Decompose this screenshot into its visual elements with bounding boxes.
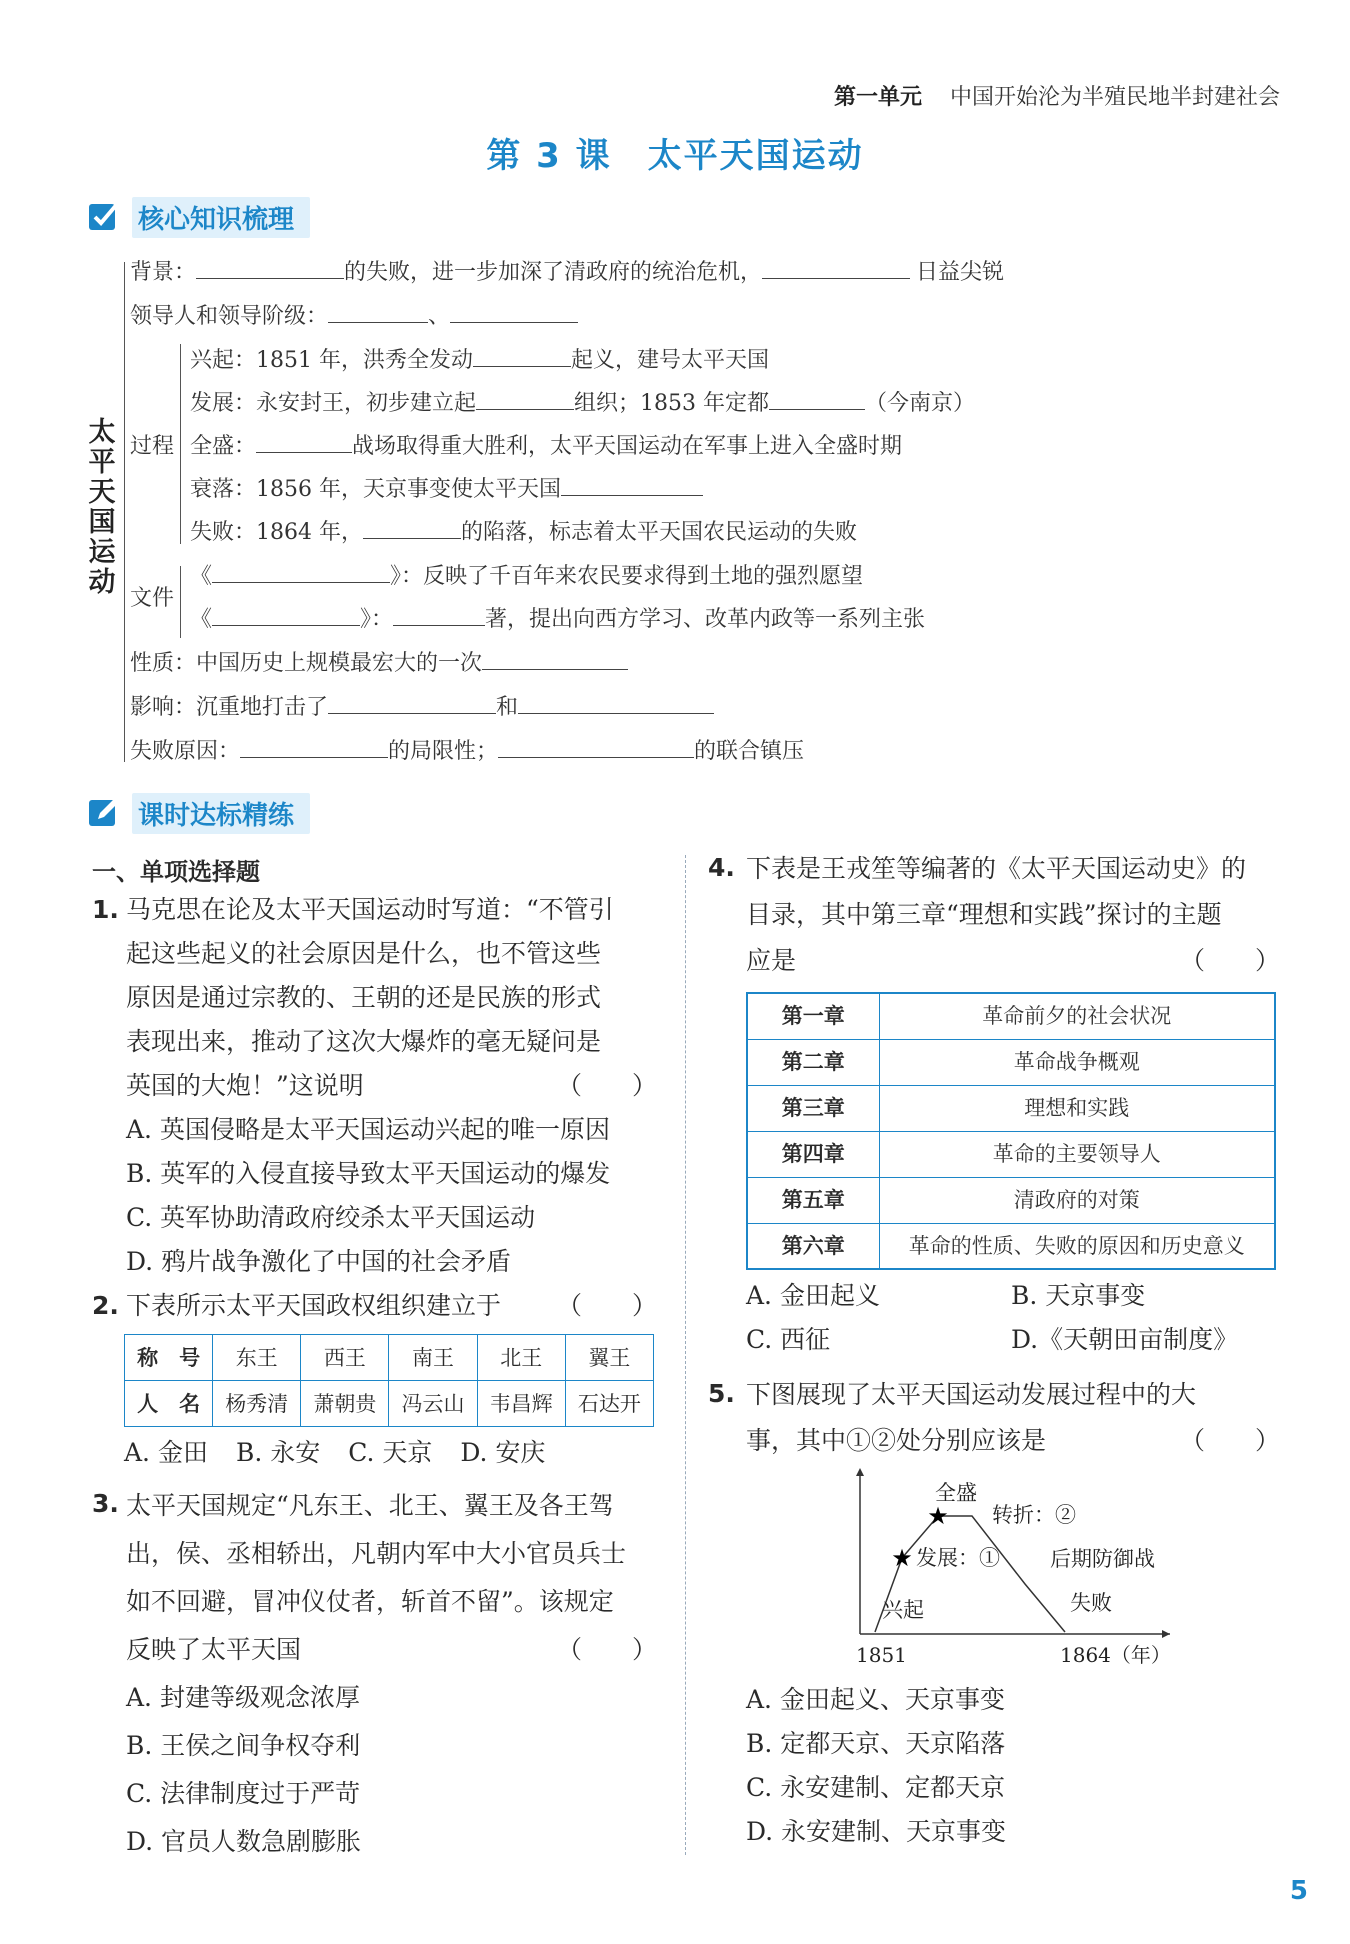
process-brace — [180, 344, 181, 544]
question-number: 3. — [92, 1489, 119, 1518]
option-b[interactable]: B. 王侯之间争权夺利 — [126, 1731, 361, 1760]
option-a[interactable]: A. 英国侵略是太平天国运动兴起的唯一原因 — [126, 1115, 610, 1144]
question-5: 5. 下图展现了太平天国运动发展过程中的大 事，其中①②处分别应该是 （ ） — [708, 1372, 1280, 1464]
label-x-end: 1864（年） — [1060, 1643, 1171, 1667]
option-a[interactable]: A. 金田起义 — [746, 1281, 880, 1310]
mm-background: 背景： 的失败，进一步加深了清政府的统治危机， 日益尖锐 — [130, 260, 1005, 285]
option-b[interactable]: B. 定都天京、天京陷落 — [746, 1729, 1006, 1758]
question-1: 1. 马克思在论及太平天国运动时写道：“不管引 起这些起义的社会原因是什么，也不管这些 原因是通过宗教的、王朝的还是民族的形式 表现出来，推动了这次大爆炸的毫无疑问是 英国的大炮！”这说明 （ ） A. 英国侵略是太平天国运动兴起的唯一原因 B. 英军的入侵直接导致太平天国运动的爆发 C. 英军协助清政府绞杀太平天国运动 D. 鸦片战争激化了中国的社会矛盾 — [92, 888, 657, 1284]
label-rise: 兴起 — [882, 1598, 924, 1622]
checkbox-icon — [86, 199, 122, 235]
answer-paren: （ ） — [556, 1291, 657, 1320]
mm-docs-label: 文件 — [130, 586, 175, 611]
question-number: 4. — [708, 853, 735, 882]
question-2: 2. 下表所示太平天国政权组织建立于 （ ） 称 号 东王 西王 南王 北王 翼王 人 名 杨秀清 萧朝贵 冯云山 韦昌辉 石达开 A. 金田 B. 永安 C. 天京 D. 安庆 — [92, 1284, 657, 1475]
docs-brace — [180, 566, 181, 638]
running-header — [834, 80, 1280, 111]
label-turn: 转折：② — [992, 1503, 1076, 1527]
unit-title: 中国开始沦为半殖民地半封建社会 — [949, 85, 1280, 110]
answer-paren: （ ） — [1179, 1426, 1280, 1455]
lesson-name: 太平天国运动 — [647, 136, 864, 176]
kings-table: 称 号 东王 西王 南王 北王 翼王 人 名 杨秀清 萧朝贵 冯云山 韦昌辉 石达开 — [124, 1334, 654, 1427]
option-c[interactable]: C. 西征 — [746, 1325, 831, 1354]
mm-nature: 性质：中国历史上规模最宏大的一次 — [130, 653, 628, 675]
lesson-title — [0, 128, 1350, 177]
part-heading: 一、单项选择题 — [92, 858, 260, 886]
star-icon: ★ — [891, 1544, 913, 1572]
section-title: 课时达标精练 — [132, 793, 310, 834]
lesson-number: 第 3 课 — [486, 136, 612, 176]
pencil-note-icon — [86, 795, 122, 831]
mm-rise: 兴起：1851 年，洪秀全发动 起义，建号太平天国 — [190, 348, 769, 373]
option-b[interactable]: B. 天京事变 — [1011, 1281, 1146, 1310]
option-c[interactable]: C. 天京 — [348, 1438, 433, 1467]
option-d[interactable]: D. 永安建制、天京事变 — [746, 1817, 1007, 1846]
mm-impact: 影响：沉重地打击了 和 — [130, 697, 714, 719]
label-develop: 发展：① — [916, 1546, 1000, 1570]
label-fail: 失败 — [1070, 1591, 1112, 1615]
mm-develop: 发展：永安封王，初步建立起 组织；1853 年定都 （今南京） — [190, 391, 976, 416]
option-c[interactable]: C. 英军协助清政府绞杀太平天国运动 — [126, 1203, 536, 1232]
option-c[interactable]: C. 法律制度过于严苛 — [126, 1779, 361, 1808]
option-a[interactable]: A. 金田 — [124, 1438, 208, 1467]
option-d[interactable]: D.《天朝田亩制度》 — [1011, 1325, 1239, 1354]
column-divider — [685, 855, 686, 1855]
option-d[interactable]: D. 安庆 — [460, 1438, 546, 1467]
option-b[interactable]: B. 永安 — [235, 1438, 321, 1467]
mindmap-vertical-title: 太 平 天 国 运 动 — [88, 417, 116, 598]
label-x-start: 1851 — [856, 1643, 907, 1667]
label-peak: 全盛 — [935, 1481, 977, 1505]
mm-cause: 失败原因： 的局限性； 的联合镇压 — [130, 739, 805, 764]
option-b[interactable]: B. 英军的入侵直接导致太平天国运动的爆发 — [126, 1159, 611, 1188]
q5-options — [746, 1678, 1006, 1854]
mm-doc1: 《 》：反映了千百年来农民要求得到土地的强烈愿望 — [190, 564, 864, 589]
unit-label: 第一单元 — [833, 85, 922, 110]
mm-leaders: 领导人和领导阶级： 、 — [130, 306, 578, 328]
mm-process-label: 过程 — [130, 434, 175, 459]
question-number: 1. — [92, 895, 119, 924]
star-icon: ★ — [927, 1502, 949, 1530]
mm-decline: 衰落：1856 年，天京事变使太平天国 — [190, 479, 703, 501]
movement-diagram — [840, 1464, 1180, 1674]
mm-peak: 全盛： 战场取得重大胜利，太平天国运动在军事上进入全盛时期 — [190, 434, 903, 459]
answer-paren: （ ） — [556, 1635, 657, 1664]
contents-table: 第一章 革命前夕的社会状况 第二章 革命战争概观 第三章 理想和实践 第四章 革命的主要领导人 第五章 清政府的对策 第六章 革命的性质、失败的原因和历史意义 — [746, 992, 1276, 1270]
label-late: 后期防御战 — [1050, 1547, 1155, 1571]
question-4: 4. 下表是王戎笙等编著的《太平天国运动史》的 目录，其中第三章“理想和实践”探讨的主题 应是 （ ） 第一章 革命前夕的社会状况 第二章 革命战争概观 第三章 理想和实践 第四章 革命的主要领导人 第五章 清政府的对策 第六章 革命的性质、失败的原因和历史意义 A. 金田起义 B. 天京事变 C. 西征 D.《天朝田亩制度》 — [708, 846, 1280, 1362]
section-knowledge-heading — [86, 196, 310, 238]
question-number: 5. — [708, 1379, 735, 1408]
section-practice-heading — [86, 792, 310, 834]
option-d[interactable]: D. 官员人数急剧膨胀 — [126, 1827, 362, 1856]
option-d[interactable]: D. 鸦片战争激化了中国的社会矛盾 — [126, 1247, 512, 1276]
question-3: 3. 太平天国规定“凡东王、北王、翼王及各王驾 出，侯、丞相轿出，凡朝内军中大小官员兵士 如不回避，冒冲仪仗者，斩首不留”。该规定 反映了太平天国 （ ） A. 封建等级观念浓厚 B. 王侯之间争权夺利 C. 法律制度过于严苛 D. 官员人数急剧膨胀 — [92, 1482, 657, 1866]
outer-brace — [124, 262, 125, 762]
option-a[interactable]: A. 金田起义、天京事变 — [746, 1685, 1005, 1714]
section-title: 核心知识梳理 — [132, 197, 310, 238]
mm-doc2: 《 》： 著，提出向西方学习、改革内政等一系列主张 — [190, 607, 926, 632]
page-number: 5 — [1289, 1876, 1308, 1906]
answer-paren: （ ） — [556, 1071, 657, 1100]
option-c[interactable]: C. 永安建制、定都天京 — [746, 1773, 1006, 1802]
mm-failure: 失败：1864 年， 的陷落，标志着太平天国农民运动的失败 — [190, 520, 857, 545]
question-number: 2. — [92, 1291, 119, 1320]
option-a[interactable]: A. 封建等级观念浓厚 — [126, 1683, 360, 1712]
answer-paren: （ ） — [1179, 946, 1280, 975]
